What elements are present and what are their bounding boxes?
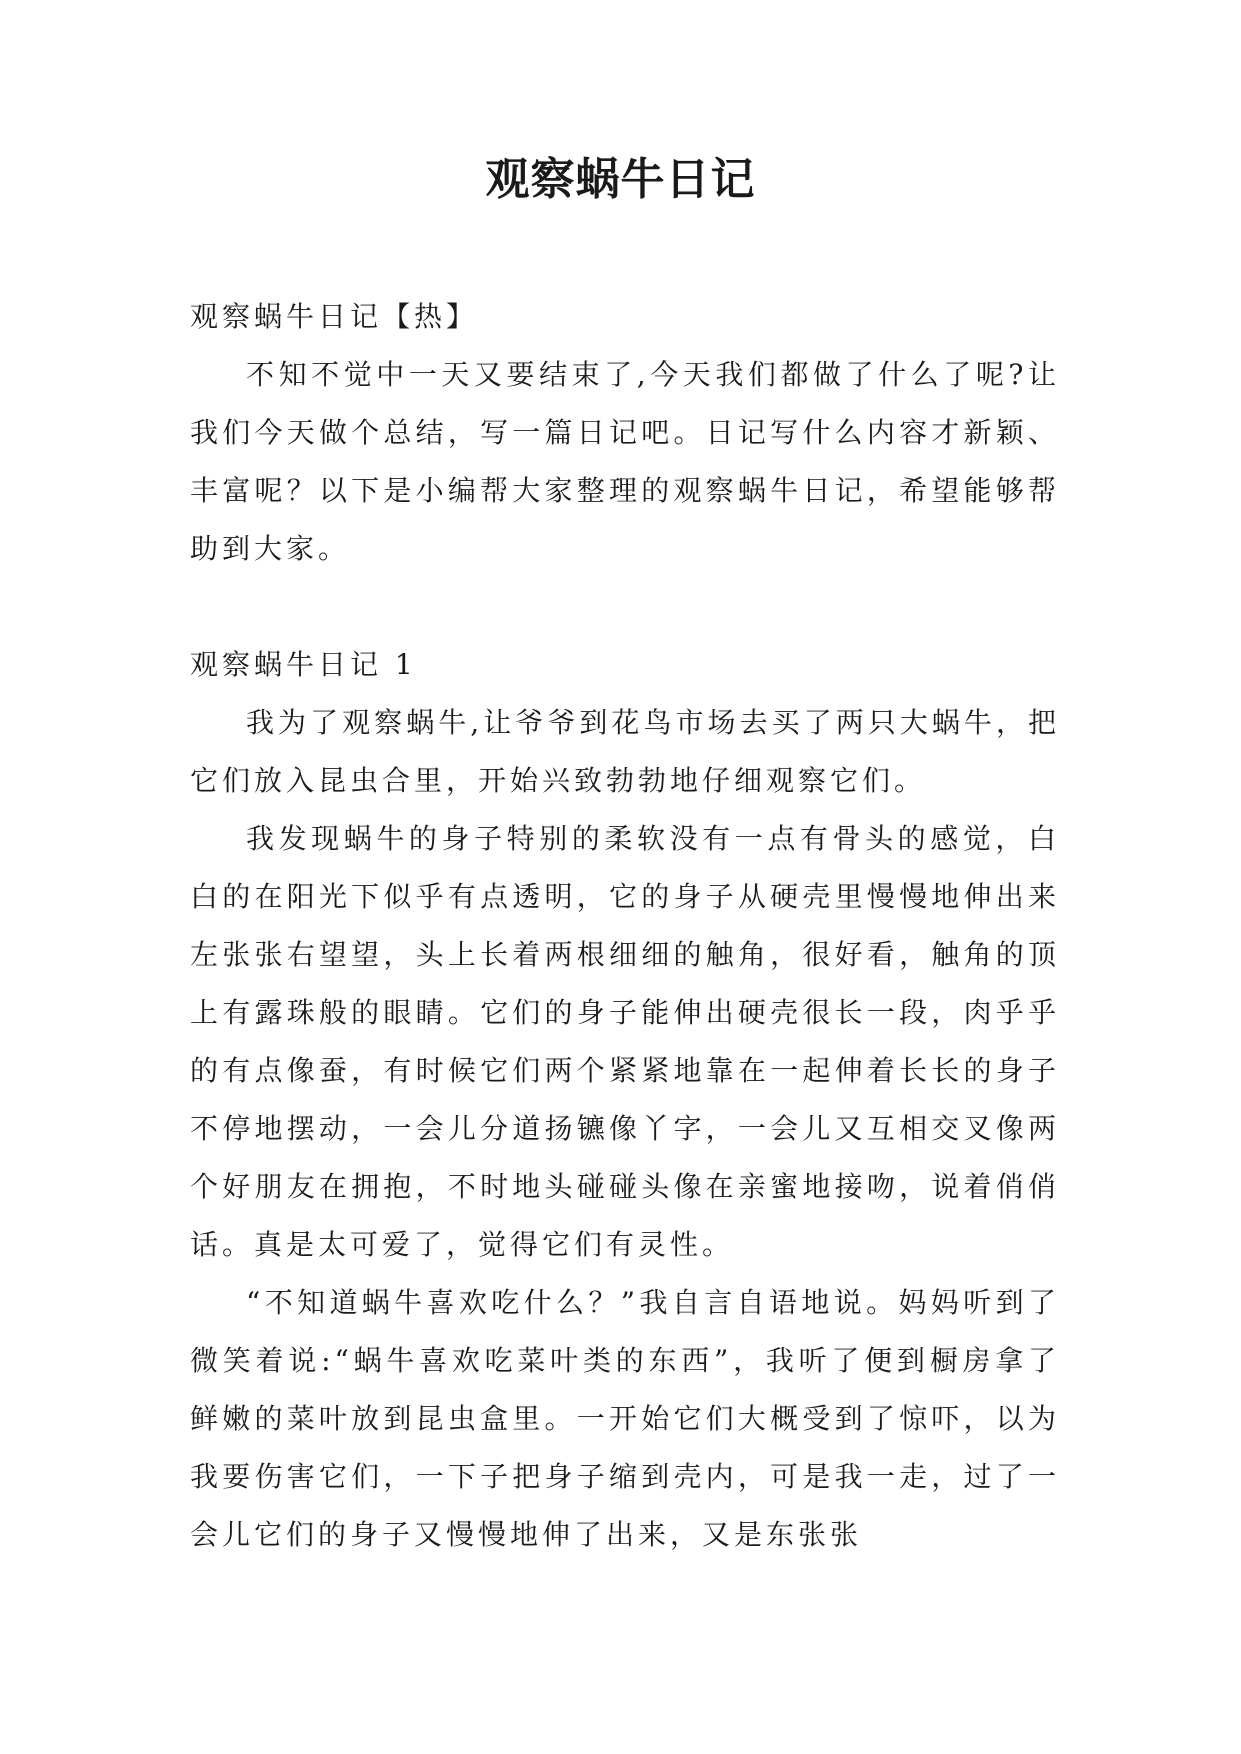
intro-heading: 观察蜗牛日记【热】 bbox=[190, 300, 479, 333]
document-body bbox=[190, 288, 1060, 1564]
intro-paragraph: 不知不觉中一天又要结束了,今天我们都做了什么了呢?让我们今天做个总结，写一篇日记吧。日记写什么内容才新颖、丰富呢？以下是小编帮大家整理的观察蜗牛日记，希望能够帮助到大家。 bbox=[190, 358, 1060, 565]
section-spacer bbox=[190, 578, 1060, 636]
section1-paragraph-2: 我发现蜗牛的身子特别的柔软没有一点有骨头的感觉，白白的在阳光下似乎有点透明，它的身子从硬壳里慢慢地伸出来左张张右望望，头上长着两根细细的触角，很好看，触角的顶上有露珠般的眼睛。它们的身子能伸出硬壳很长一段，肉乎乎的有点像蚕，有时候它们两个紧紧地靠在一起伸着长长的身子不停地摆动，一会儿分道扬镳像丫字，一会儿又互相交叉像两个好朋友在拥抱，不时地头碰碰头像在亲蜜地接吻，说着俏俏话。真是太可爱了，觉得它们有灵性。 bbox=[190, 822, 1060, 1261]
section1-heading: 观察蜗牛日记 1 bbox=[190, 648, 417, 681]
section1-paragraph-3: “不知道蜗牛喜欢吃什么？”我自言自语地说。妈妈听到了微笑着说:“蜗牛喜欢吃菜叶类的东西”，我听了便到橱房拿了鲜嫩的菜叶放到昆虫盒里。一开始它们大概受到了惊吓，以为我要伤害它们，一下子把身子缩到壳内，可是我一走，过了一会儿它们的身子又慢慢地伸了出来，又是东张张 bbox=[190, 1286, 1060, 1551]
section1-paragraph-1: 我为了观察蜗牛,让爷爷到花鸟市场去买了两只大蜗牛，把它们放入昆虫合里，开始兴致勃勃地仔细观察它们。 bbox=[190, 706, 1060, 797]
document-title: 观察蜗牛日记 bbox=[485, 154, 756, 205]
